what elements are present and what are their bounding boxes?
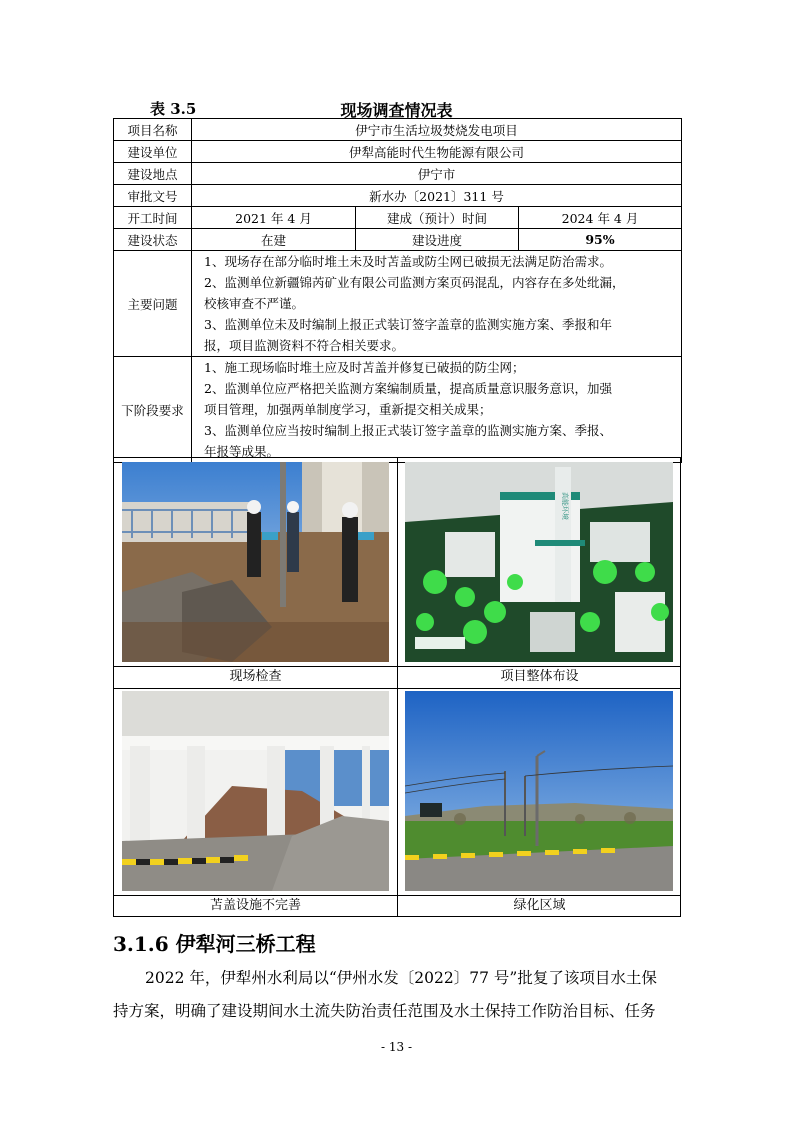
next-text — [192, 357, 682, 463]
approval-value: 新水办〔2021〕311 号 — [192, 185, 682, 207]
table-caption — [0, 98, 793, 118]
issue-line: 3、监测单位未及时编制上报正式装订签字盖章的监测实施方案、季报和年 — [204, 317, 612, 332]
next-label: 下阶段要求 — [114, 357, 192, 463]
approval-label: 审批文号 — [114, 185, 192, 207]
table-number: 表 3.5 — [150, 100, 197, 118]
photo-grid — [113, 457, 681, 917]
project-name-label: 项目名称 — [114, 119, 192, 141]
greening-area-photo — [405, 691, 673, 891]
table-title: 现场调查情况表 — [340, 101, 453, 120]
issue-line: 2、监测单位新疆锦芮矿业有限公司监测方案页码混乱，内容存在多处纰漏， — [204, 275, 625, 290]
table-row — [114, 251, 682, 357]
project-layout-photo — [405, 462, 673, 662]
location-label: 建设地点 — [114, 163, 192, 185]
status-label: 建设状态 — [114, 229, 192, 251]
issue-line: 校核审查不严谨。 — [204, 296, 305, 311]
requirement-line: 2、监测单位应严格把关监测方案编制质量，提高质量意识服务意识，加强 — [204, 381, 612, 396]
issue-line: 报，项目监测资料不符合相关要求。 — [204, 338, 405, 353]
progress-label: 建设进度 — [356, 229, 519, 251]
finish-value: 2024 年 4 月 — [519, 207, 682, 229]
incomplete-covering-photo — [122, 691, 389, 891]
requirement-line: 年报等成果。 — [204, 444, 280, 459]
page-number: - 13 - — [380, 1040, 412, 1054]
requirement-line: 项目管理，加强两单制度学习，重新提交相关成果； — [204, 402, 492, 417]
issues-text — [192, 251, 682, 357]
start-value: 2021 年 4 月 — [192, 207, 356, 229]
table-row — [114, 207, 682, 229]
builder-value: 伊犁高能时代生物能源有限公司 — [192, 141, 682, 163]
body-paragraph — [113, 962, 681, 1028]
paragraph-line: 持方案，明确了建设期间水土流失防治责任范围及水土保持工作防治目标、任务 — [113, 1002, 656, 1020]
builder-label: 建设单位 — [114, 141, 192, 163]
finish-label: 建成（预计）时间 — [356, 207, 519, 229]
table-row — [114, 119, 682, 141]
issue-line: 1、现场存在部分临时堆土未及时苫盖或防尘网已破损无法满足防治需求。 — [204, 254, 612, 269]
table-row — [114, 229, 682, 251]
table-row — [114, 141, 682, 163]
project-name-value: 伊宁市生活垃圾焚烧发电项目 — [192, 119, 682, 141]
survey-table — [113, 118, 682, 463]
site-inspection-photo — [122, 462, 389, 662]
status-value: 在建 — [192, 229, 356, 251]
photo-caption-project-layout: 项目整体布设 — [500, 669, 579, 684]
progress-value: 95% — [519, 229, 682, 251]
model-sign-text: 高能环境 — [561, 492, 568, 520]
location-value: 伊宁市 — [192, 163, 682, 185]
requirement-line: 1、施工现场临时堆土应及时苫盖并修复已破损的防尘网； — [204, 360, 525, 375]
table-row — [114, 357, 682, 463]
requirement-line: 3、监测单位应当按时编制上报正式装订签字盖章的监测实施方案、季报、 — [204, 423, 612, 438]
table-row — [114, 185, 682, 207]
start-label: 开工时间 — [114, 207, 192, 229]
paragraph-line: 2022 年，伊犁州水利局以“伊州水发〔2022〕77 号”批复了该项目水土保 — [145, 969, 657, 987]
photo-caption-site-inspection: 现场检查 — [229, 669, 282, 684]
divider — [114, 688, 680, 689]
section-heading: 3.1.6 伊犁河三桥工程 — [113, 932, 316, 956]
photo-caption-incomplete-covering: 苫盖设施不完善 — [209, 898, 301, 913]
photo-caption-greening-area: 绿化区域 — [513, 898, 566, 913]
table-row — [114, 163, 682, 185]
issues-label: 主要问题 — [114, 251, 192, 357]
